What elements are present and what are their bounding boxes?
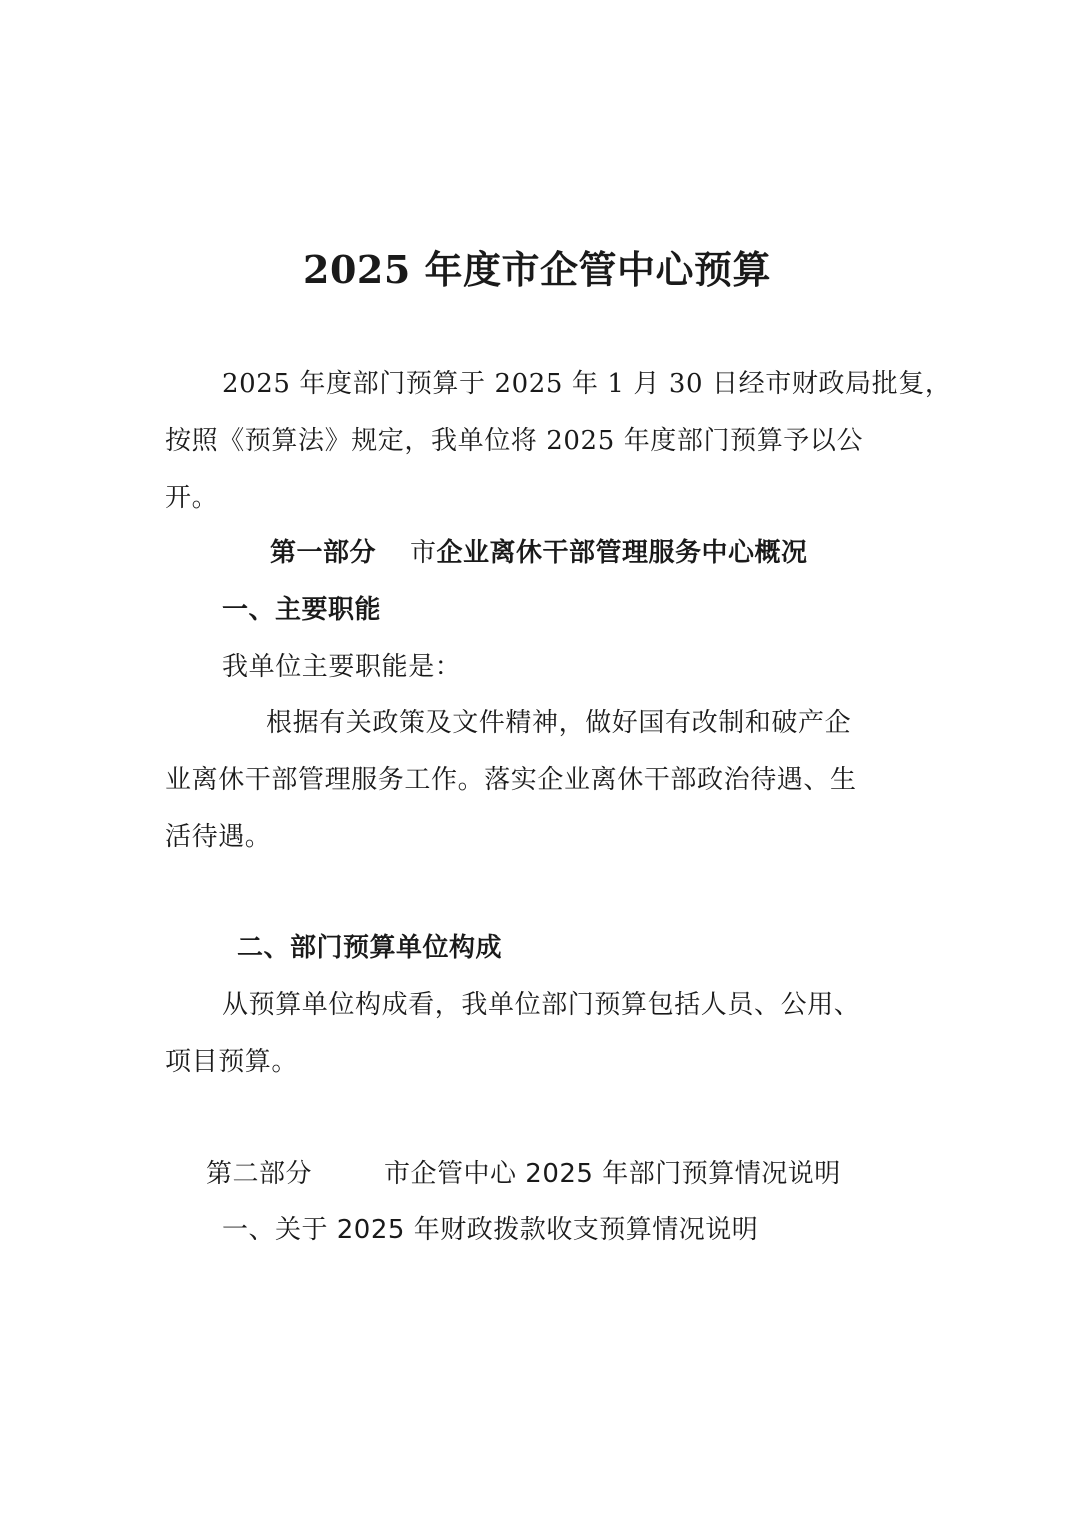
part2-heading (206, 1157, 841, 1191)
intro-line-1: 2025 年度部门预算于 2025 年 1 月 30 日经市财政局批复， (222, 369, 952, 399)
part1-section1-line-3: 活待遇。 (165, 822, 272, 852)
part1-heading-city: 市 (410, 538, 437, 568)
part1-section1-line-2: 业离休干部管理服务工作。落实企业离休干部政治待遇、生 (165, 765, 857, 795)
intro-line-2: 按照《预算法》规定，我单位将 2025 年度部门预算予以公 (165, 426, 864, 456)
part2-heading-rest: 市企管中心 2025 年部门预算情况说明 (384, 1159, 841, 1189)
part1-section1-heading: 一、主要职能 (222, 595, 382, 625)
part1-heading-rest: 企业离休干部管理服务中心概况 (436, 538, 808, 568)
part1-heading (270, 536, 808, 570)
part2-section1-heading: 一、关于 2025 年财政拨款收支预算情况说明 (222, 1215, 759, 1245)
part1-heading-prefix: 第一部分 (270, 538, 377, 568)
part1-section2-line-2: 项目预算。 (165, 1047, 299, 1077)
document-title: 2025 年度市企管中心预算 (303, 247, 771, 292)
part1-section1-line-1: 根据有关政策及文件精神，做好国有改制和破产企 (266, 708, 852, 738)
part1-section2-heading: 二、部门预算单位构成 (237, 933, 503, 963)
part1-section1-lead: 我单位主要职能是： (222, 652, 462, 682)
part1-section2-line-1: 从预算单位构成看，我单位部门预算包括人员、公用、 (222, 990, 861, 1020)
intro-line-3: 开。 (165, 483, 219, 513)
part2-heading-prefix: 第二部分 (206, 1159, 313, 1189)
